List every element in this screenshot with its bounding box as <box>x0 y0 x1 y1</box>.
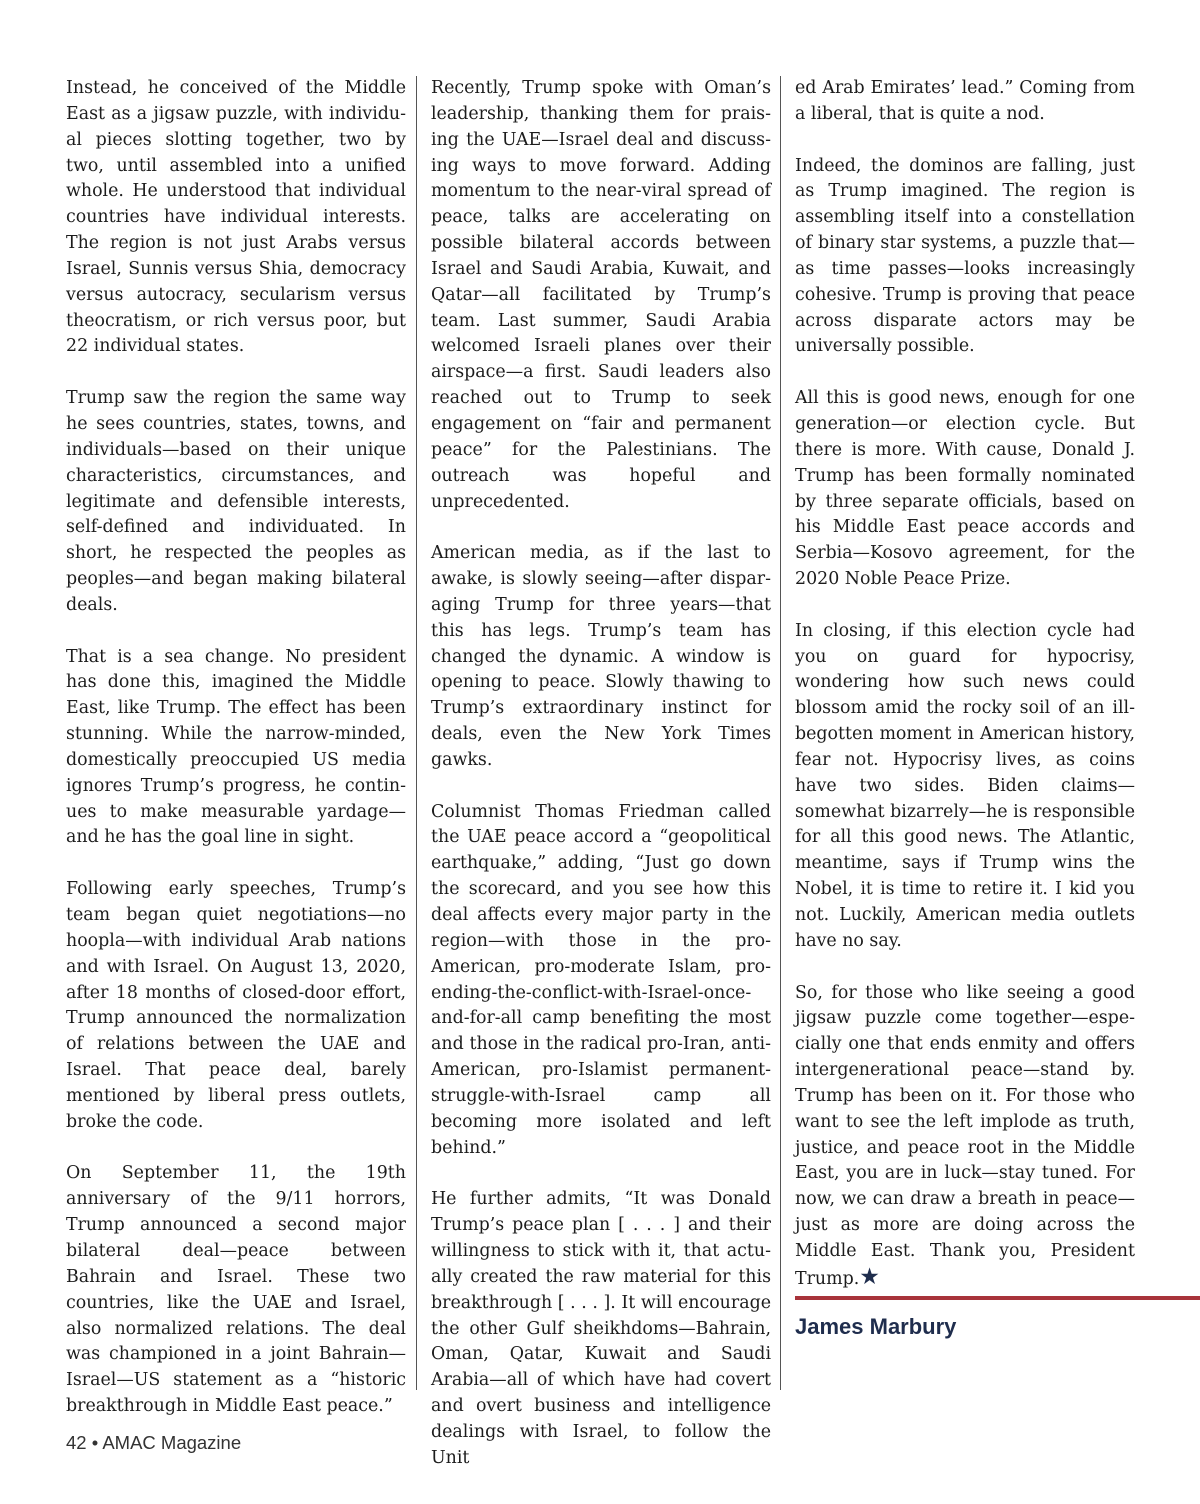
article-column-2 <box>431 76 771 1497</box>
paragraph: On September 11, the 19th anniversary of the 9/11 horrors, Trump announced a second major bilateral deal—peace between Bahrain and Israel. These two countries, like the UAE and Israel, also normalized relations. The deal was championed in a joint Bahrain—Israel—US statement as a “historic breakthrough in Middle East peace.” <box>66 1163 406 1417</box>
column-divider <box>780 76 781 1390</box>
paragraph: That is a sea change. No president has done this, imagined the Middle East, like Trump. The effect has been stunning. While the narrow-minded, domestically preoccupied US media ignores Trump’s progress, he continues to make measurable yardage—and he has the goal line in sight. <box>66 646 406 848</box>
author-divider <box>795 1296 1200 1300</box>
article-column-1 <box>66 76 406 1446</box>
paragraph: ed Arab Emirates’ lead.” Coming from a liberal, that is quite a nod. <box>795 78 1135 124</box>
paragraph: American media, as if the last to awake, is slowly seeing—after disparaging Trump for three years—that this has legs. Trump’s team has changed the dynamic. A window is opening to peace. Slowly thawing to Trump’s extraordinary instinct for deals, even the New York Times gawks. <box>431 543 771 770</box>
paragraph: Following early speeches, Trump’s team began quiet negotiations—no hoopla—with individual Arab nations and with Israel. On August 13, 2020, after 18 months of closed-door effort, Trump announced the normalization of relations between the UAE and Israel. That peace deal, barely mentioned by liberal press outlets, broke the code. <box>66 879 406 1132</box>
paragraph: Instead, he conceived of the Middle East as a jigsaw puzzle, with individual pieces slotting together, two by two, until assembled into a unified whole. He understood that individual countries have individual interests. The region is not just Arabs versus Israel, Sunnis versus Shia, democracy versus autocracy, secularism versus theocratism, or rich versus poor, but 22 individual states. <box>66 78 406 357</box>
paragraph: Recently, Trump spoke with Oman’s leadership, thanking them for praising the UAE—Israel deal and discussing ways to move forward. Adding momentum to the near-viral spread of peace, talks are accelerating on possible bilateral accords between Israel and Saudi Arabia, Kuwait, and Qatar—all facilitated by Trump’s team. Last summer, Saudi Arabia welcomed Israeli planes over their airspace—a first. Saudi leaders also reached out to Trump to seek engagement on “fair and permanent peace” for the Palestinians. The outreach was hopeful and unprecedented. <box>431 78 771 512</box>
paragraph: All this is good news, enough for one generation—or election cycle. But there is more. With cause, Donald J. Trump has been formally nominated by three separate officials, based on his Middle East peace accords and Serbia—Kosovo agreement, for the 2020 Noble Peace Prize. <box>795 388 1135 590</box>
paragraph: Columnist Thomas Friedman called the UAE peace accord a “geopolitical earthquake,” adding, “Just go down the scorecard, and you see how this deal affects every major party in the region—with those in the pro-American, pro-moderate Islam, pro-ending-the-conflict-with-Israel-once-and-for-all camp benefiting the most and those in the radical pro-Iran, anti-American, pro-Islamist permanent-struggle-with-Israel camp all becoming more isolated and left behind.” <box>431 801 771 1158</box>
page-footer: 42 • AMAC Magazine <box>66 1432 242 1453</box>
author-byline: James Marbury <box>795 1314 957 1339</box>
article-column-3 <box>795 76 1135 1319</box>
final-paragraph <box>795 981 1135 1293</box>
column-divider <box>416 76 417 1390</box>
paragraph-text: So, for those who like seeing a good jigsaw puzzle come together—especially one that ends enmity and offers intergenerational peace—stand by. Trump has been on it. For those who want to see the left implode as truth, justice, and peace root in the Middle East, you are in luck—stay tuned. For now, we can draw a breath in peace—just as more are doing across the Middle East. Thank you, President Trump. <box>795 982 1135 1289</box>
paragraph: Trump saw the region the same way he sees countries, states, towns, and individuals—based on their unique characteristics, circumstances, and legitimate and defensible interests, self-defined and individuated. In short, he respected the peoples as peoples—and began making bilateral deals. <box>66 388 406 615</box>
paragraph: Indeed, the dominos are falling, just as Trump imagined. The region is assembling itself into a constellation of binary star systems, a puzzle that—as time passes—looks increasingly cohesive. Trump is proving that peace across disparate actors may be universally possible. <box>795 155 1135 357</box>
star-icon: ★ <box>859 1263 880 1290</box>
paragraph: He further admits, “It was Donald Trump’s peace plan [ . . . ] and their willingness to stick with it, that actually created the raw material for this breakthrough [ . . . ]. It will encourage the other Gulf sheikhdoms—Bahrain, Oman, Qatar, Kuwait and Saudi Arabia—all of which have had covert and overt business and intelligence dealings with Israel, to follow the Unit <box>431 1189 771 1468</box>
paragraph: In closing, if this election cycle had you on guard for hypocrisy, wondering how such news could blossom amid the rocky soil of an ill-begotten moment in American history, fear not. Hypocrisy lives, as coins have two sides. Biden claims—somewhat bizarrely—he is responsible for all this good news. The Atlantic, meantime, says if Trump wins the Nobel, it is time to retire it. I kid you not. Luckily, American media outlets have no say. <box>795 620 1135 951</box>
